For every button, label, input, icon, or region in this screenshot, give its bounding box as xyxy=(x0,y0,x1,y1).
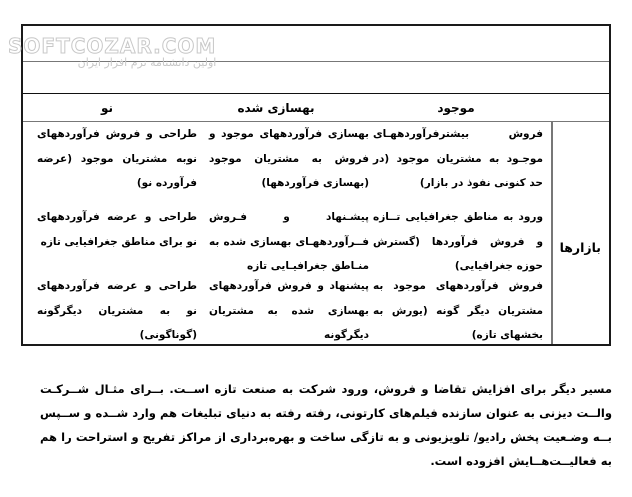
cell-improved-2: پیشـنهاد و فـروش فــرآوردههـای بهسازی شده به منـاطق جغرافیـایی تازه xyxy=(209,211,369,272)
header-row xyxy=(23,94,609,122)
cell-existing-2: ورود به مناطق جغرافیایی تــازه و فروش فرآوردها (گسترش حوزه جغرافیایی) xyxy=(373,211,543,272)
row-label-markets: بازارها xyxy=(559,240,601,255)
cell-existing-1: فروش بیشترفرآوردههـای موجـود به مشتریان موجود (در حد کنونی نفوذ در بازار) xyxy=(373,128,543,189)
cell-improved-3: پیشنهاد و فروش فرآوردههای بهسازی شده به مشتریان دیگرگونه xyxy=(209,280,369,341)
header-improved: بهسازی شده xyxy=(237,101,315,115)
empty-row-2 xyxy=(23,62,609,94)
body-paragraph: مسیر دیگر برای افزایش تقاضا و فروش، ورود شرکت به صنعت تازه اســت. بــرای مثـال شــرکـت والــت دیزنی به عنوان سازنده فیلم‌های کارتونی، رفته رفته به دنیای تبلیغات هم وارد شــده و ســپس بــه وضـعیت پخش رادیو/ تلویزیونی و به تازگی ساخت و بهره‌برداری از مراکز تفریح و استراحت را هم به فعالیــت‌هــایش افزوده است. xyxy=(40,382,612,468)
table-body xyxy=(23,122,609,344)
row-label-cell xyxy=(551,122,609,344)
watermark-brand: SOFTCOZAR.COM xyxy=(8,34,217,58)
cell-improved-1: بهسازی فرآوردههای موجود و فروش به مشتریان موجود (بهسازی فرآوردهها) xyxy=(209,128,369,189)
header-existing: موجود xyxy=(437,101,475,115)
cell-existing-3: فروش فرآوردههای موجود به مشتریان دیگر گونه (یورش به بخشهای تازه) xyxy=(373,280,543,341)
empty-row-1 xyxy=(23,26,609,62)
cell-new-1: طراحی و فروش فرآوردههای نوبه مشتریان موجود (عرضه فرآورده نو) xyxy=(37,128,197,189)
header-new: نو xyxy=(100,101,114,115)
cell-new-2: طراحی و عرضه فرآوردههای نو برای مناطق جغرافیایی تازه xyxy=(37,211,197,248)
cell-new-3: طراحی و عرضه فرآوردههای نو به مشتریان دیگرگونه (گوناگونی) xyxy=(37,280,197,341)
strategy-table xyxy=(21,24,611,346)
watermark-tagline: اولین دانشنامه نرم افزار ایران xyxy=(77,56,217,69)
